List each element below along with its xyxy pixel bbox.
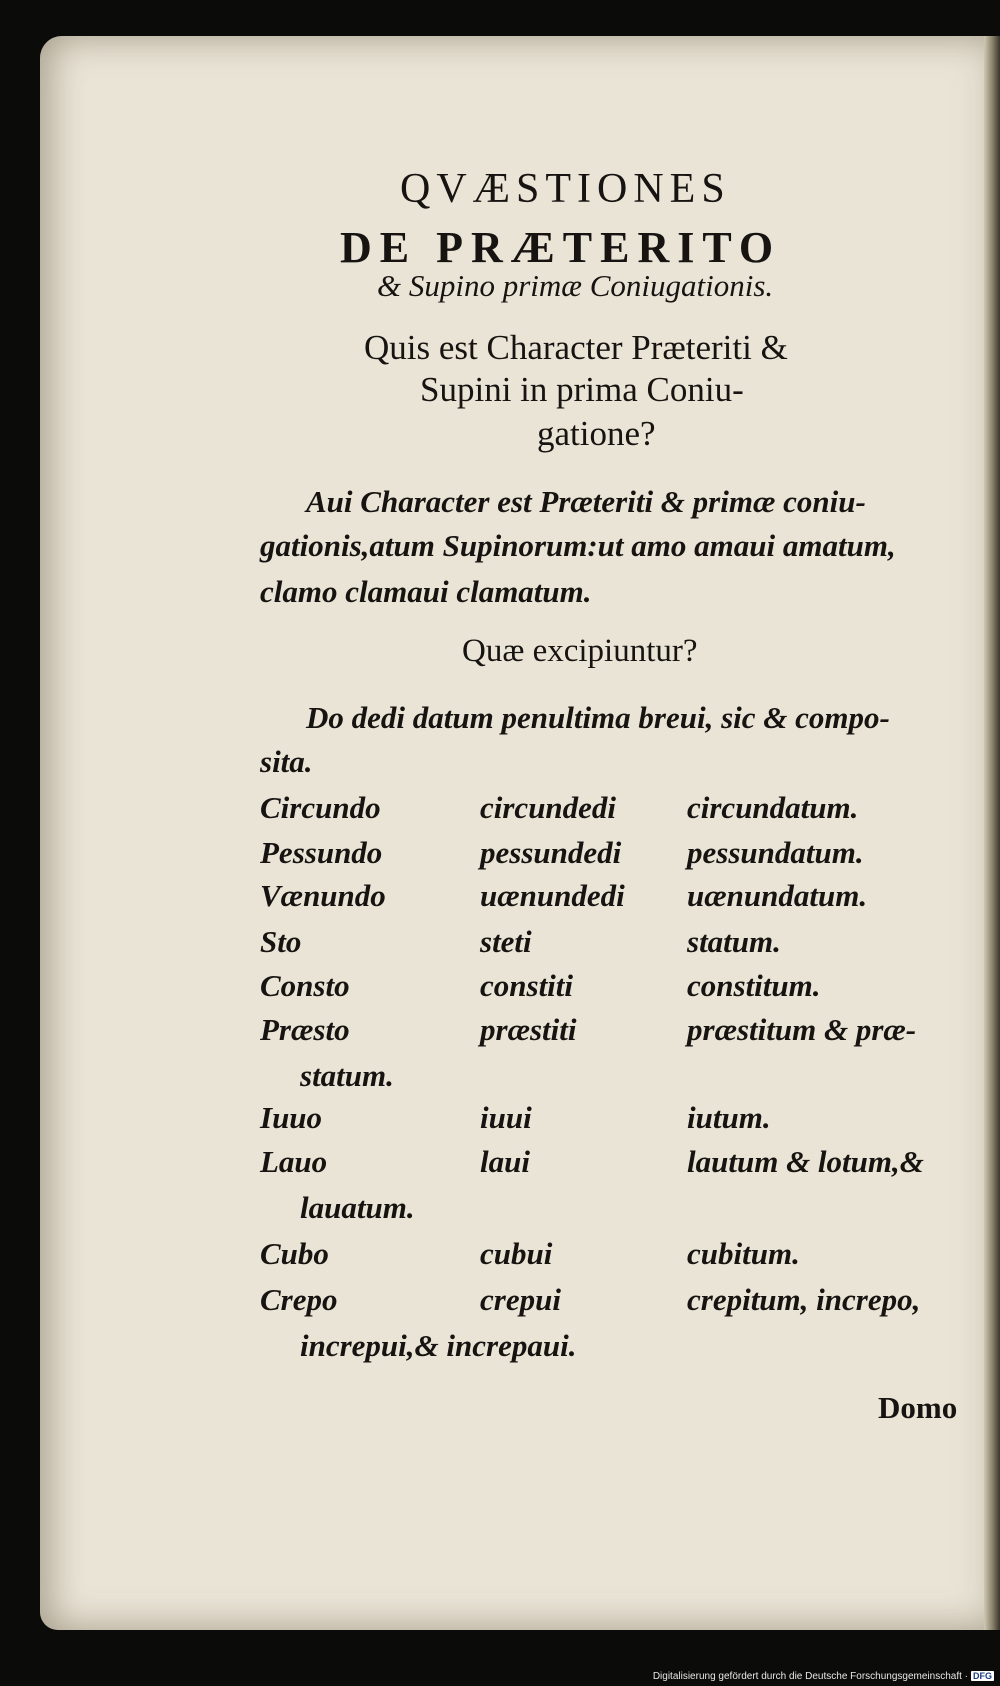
answer-1-line-3: clamo clamaui clamatum. bbox=[260, 574, 592, 609]
verb-present: Consto bbox=[260, 968, 350, 1003]
page-edge bbox=[984, 36, 1000, 1630]
question-1-line-2: Supini in prima Coniu- bbox=[420, 370, 744, 409]
dfg-logo: DFG bbox=[973, 1671, 992, 1681]
question-2: Quæ excipiuntur? bbox=[462, 633, 698, 669]
verb-supine: uænundatum. bbox=[687, 878, 868, 913]
verb-supine: lautum & lotum,& bbox=[687, 1144, 924, 1179]
verb-present: Præsto bbox=[260, 1012, 350, 1047]
verb-perfect: constiti bbox=[480, 968, 574, 1003]
verb-present: Sto bbox=[260, 924, 302, 959]
verb-supine: cubitum. bbox=[687, 1236, 800, 1271]
verb-supine: circundatum. bbox=[687, 790, 859, 825]
verb-perfect: circundedi bbox=[480, 790, 617, 825]
verb-present: Circundo bbox=[260, 790, 381, 825]
verb-supine: iutum. bbox=[687, 1100, 771, 1135]
verb-present: Cubo bbox=[260, 1236, 329, 1271]
title-line-3: & Supino primæ Coniugationis. bbox=[377, 268, 774, 303]
verb-perfect: cubui bbox=[480, 1236, 553, 1271]
verb-supine: crepitum, increpo, bbox=[687, 1282, 921, 1317]
title-line-2: DE PRÆTERITO bbox=[340, 223, 782, 272]
verb-perfect: crepui bbox=[480, 1282, 561, 1317]
verb-continuation: increpui,& increpaui. bbox=[300, 1328, 577, 1363]
verb-supine: præstitum & præ- bbox=[687, 1012, 917, 1047]
verb-perfect: pessundedi bbox=[480, 835, 622, 870]
verb-present: Pessundo bbox=[260, 835, 383, 870]
answer-1-line-2: gationis,atum Supinorum:ut amo amaui amatum, bbox=[260, 528, 896, 563]
verb-continuation: statum. bbox=[300, 1058, 394, 1093]
verb-present: Vænundo bbox=[260, 878, 386, 913]
footer bbox=[653, 1671, 994, 1682]
verb-present: Lauo bbox=[260, 1144, 328, 1179]
verb-continuation: lauatum. bbox=[300, 1190, 415, 1225]
verb-supine: constitum. bbox=[687, 968, 821, 1003]
verb-perfect: iuui bbox=[480, 1100, 532, 1135]
answer-2-line-1: Do dedi datum penultima breui, sic & compo- bbox=[306, 700, 890, 735]
verb-perfect: præstiti bbox=[480, 1012, 577, 1047]
verb-perfect: steti bbox=[480, 924, 532, 959]
verb-supine: pessundatum. bbox=[687, 835, 864, 870]
verb-perfect: uænundedi bbox=[480, 878, 625, 913]
verb-present: Crepo bbox=[260, 1282, 338, 1317]
answer-2-line-2: sita. bbox=[260, 744, 313, 779]
catchword: Domo bbox=[878, 1390, 958, 1425]
verb-perfect: laui bbox=[480, 1144, 530, 1179]
verb-present: Iuuo bbox=[260, 1100, 323, 1135]
question-1-line-3: gatione? bbox=[537, 414, 656, 453]
title-line-1: QVÆSTIONES bbox=[400, 166, 731, 212]
answer-1-line-1: Aui Character est Præteriti & primæ coniu- bbox=[306, 484, 866, 519]
verb-supine: statum. bbox=[687, 924, 781, 959]
footer-text: Digitalisierung gefördert durch die Deutsche Forschungsgemeinschaft · bbox=[652, 1671, 968, 1682]
question-1-line-1: Quis est Character Præteriti & bbox=[364, 328, 788, 367]
